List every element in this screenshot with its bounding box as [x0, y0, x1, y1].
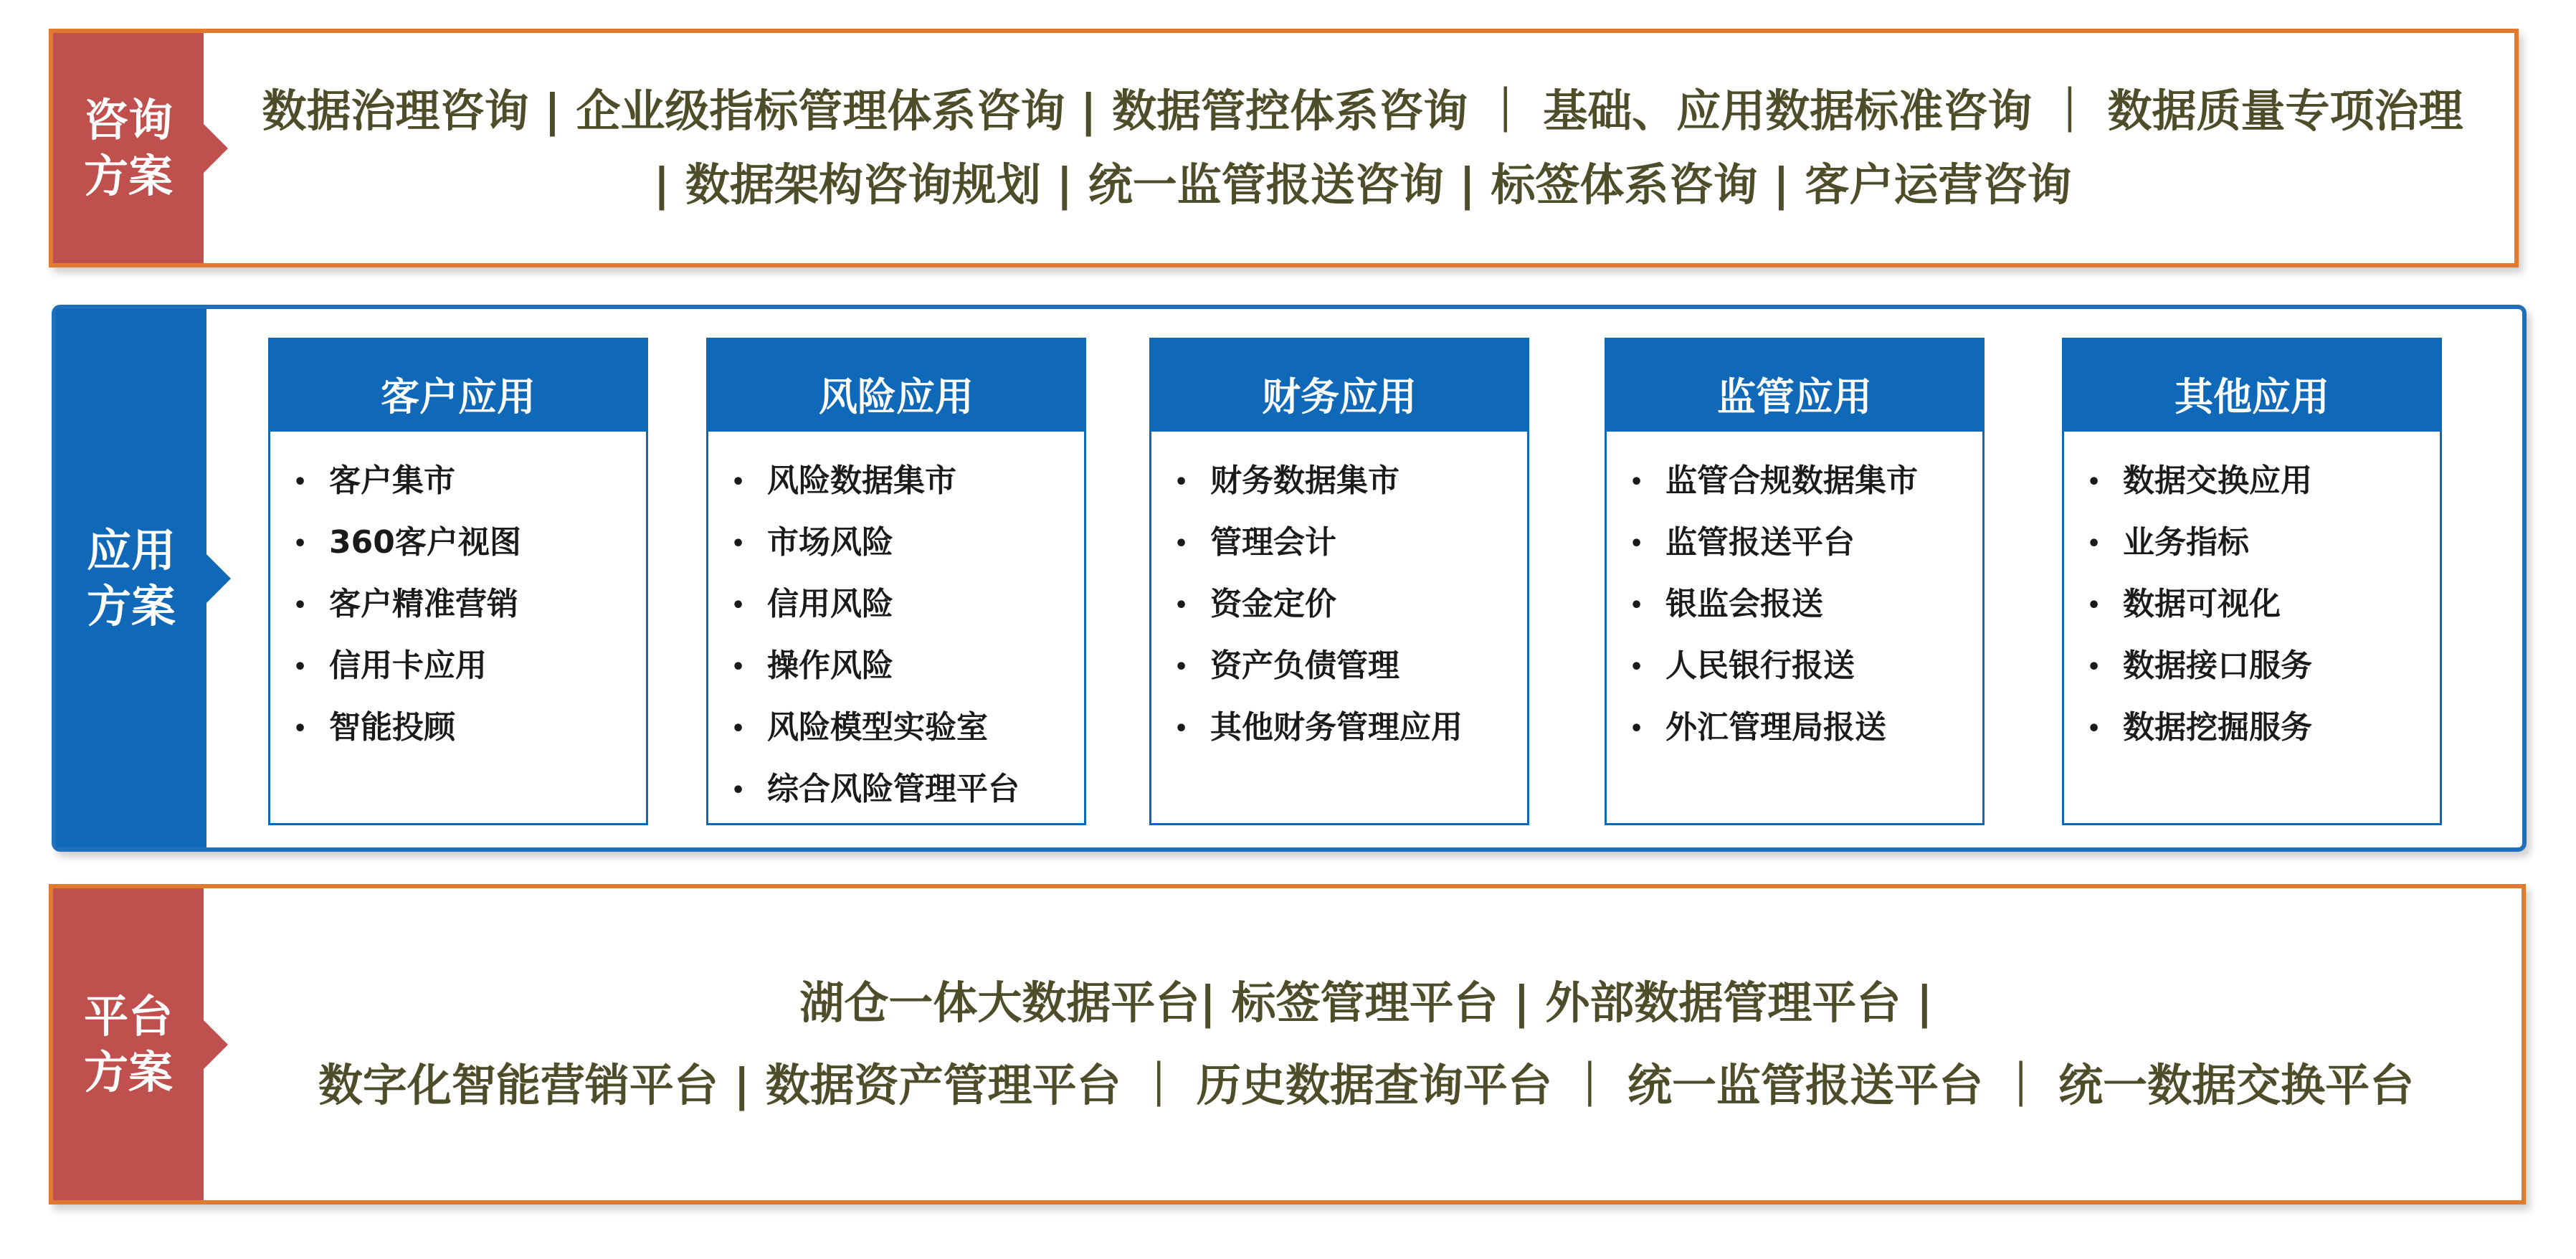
list-item: • 监管报送平台	[1630, 512, 1982, 574]
list-item: • 财务数据集市	[1174, 450, 1527, 512]
bullet-icon: •	[1630, 470, 1644, 495]
app-card-title: 财务应用	[1151, 340, 1527, 432]
bullet-icon: •	[293, 531, 308, 556]
platform-line-1: 湖仓一体大数据平台| 标签管理平台 | 外部数据管理平台 |	[799, 976, 1933, 1029]
list-item: • 风险数据集市	[731, 450, 1084, 512]
consulting-tab-label: 咨询方案	[83, 94, 173, 202]
application-panel	[52, 305, 2527, 852]
bullet-icon: •	[1630, 593, 1644, 618]
platform-tab-label: 平台方案	[83, 990, 173, 1098]
bullet-icon: •	[1174, 470, 1189, 495]
app-card-list	[1151, 432, 1527, 759]
list-item: • 信用风险	[731, 574, 1084, 635]
list-item: • 风险模型实验室	[731, 697, 1084, 759]
consulting-line-2: | 数据架构咨询规划 | 统一监管报送咨询 | 标签体系咨询 | 客户运营咨询	[653, 158, 2072, 211]
consulting-lines	[218, 33, 2507, 263]
bullet-icon: •	[731, 716, 746, 741]
app-card-regulatory	[1605, 338, 1985, 825]
list-item: • 市场风险	[731, 512, 1084, 574]
bullet-icon: •	[731, 531, 746, 556]
list-item: • 数据可视化	[2087, 574, 2440, 635]
consulting-tab	[53, 33, 204, 263]
list-item: • 智能投顾	[293, 697, 646, 759]
platform-lines	[218, 888, 2514, 1200]
app-card-list	[2064, 432, 2440, 759]
app-card-title: 其他应用	[2064, 340, 2440, 432]
app-card-title: 客户应用	[270, 340, 646, 432]
bullet-icon: •	[1174, 593, 1189, 618]
list-item: • 其他财务管理应用	[1174, 697, 1527, 759]
bullet-icon: •	[2087, 593, 2101, 618]
list-item: • 业务指标	[2087, 512, 2440, 574]
bullet-icon: •	[1174, 716, 1189, 741]
bullet-icon: •	[1174, 655, 1189, 680]
platform-line-2: 数字化智能营销平台 | 数据资产管理平台 ｜ 历史数据查询平台 ｜ 统一监管报送平台 ｜ 统一数据交换平台	[318, 1058, 2415, 1111]
application-tab	[56, 309, 206, 847]
application-tab-label: 应用方案	[86, 524, 176, 632]
bullet-icon: •	[1174, 531, 1189, 556]
consulting-line-1: 数据治理咨询 | 企业级指标管理体系咨询 | 数据管控体系咨询 ｜ 基础、应用数据标准咨询 ｜ 数据质量专项治理	[262, 85, 2463, 138]
bullet-icon: •	[293, 593, 308, 618]
bullet-icon: •	[1630, 531, 1644, 556]
bullet-icon: •	[293, 716, 308, 741]
list-item: • 外汇管理局报送	[1630, 697, 1982, 759]
list-item: • 资金定价	[1174, 574, 1527, 635]
application-tab-arrow-icon	[206, 554, 231, 603]
app-card-risk	[706, 338, 1086, 825]
bullet-icon: •	[2087, 716, 2101, 741]
bullet-icon: •	[1630, 655, 1644, 680]
list-item: • 客户精准营销	[293, 574, 646, 635]
list-item: • 360客户视图	[293, 512, 646, 574]
list-item: • 管理会计	[1174, 512, 1527, 574]
bullet-icon: •	[293, 470, 308, 495]
bullet-icon: •	[2087, 470, 2101, 495]
app-card-customer	[268, 338, 648, 825]
app-card-other	[2062, 338, 2442, 825]
list-item: • 数据挖掘服务	[2087, 697, 2440, 759]
list-item: • 监管合规数据集市	[1630, 450, 1982, 512]
bullet-icon: •	[1630, 716, 1644, 741]
list-item: • 资产负债管理	[1174, 635, 1527, 697]
bullet-icon: •	[2087, 531, 2101, 556]
list-item: • 综合风险管理平台	[731, 759, 1084, 820]
consulting-panel	[49, 29, 2519, 267]
bullet-icon: •	[731, 778, 746, 803]
bullet-icon: •	[731, 470, 746, 495]
list-item: • 银监会报送	[1630, 574, 1982, 635]
app-card-title: 风险应用	[708, 340, 1084, 432]
app-card-finance	[1149, 338, 1529, 825]
platform-panel	[49, 884, 2526, 1205]
list-item: • 信用卡应用	[293, 635, 646, 697]
list-item: • 数据交换应用	[2087, 450, 2440, 512]
app-card-list	[708, 432, 1084, 820]
app-card-list	[1607, 432, 1982, 759]
bullet-icon: •	[2087, 655, 2101, 680]
list-item: • 客户集市	[293, 450, 646, 512]
app-card-list	[270, 432, 646, 759]
list-item: • 人民银行报送	[1630, 635, 1982, 697]
list-item: • 操作风险	[731, 635, 1084, 697]
bullet-icon: •	[731, 593, 746, 618]
bullet-icon: •	[731, 655, 746, 680]
bullet-icon: •	[293, 655, 308, 680]
list-item: • 数据接口服务	[2087, 635, 2440, 697]
platform-tab	[53, 888, 204, 1200]
app-card-title: 监管应用	[1607, 340, 1982, 432]
